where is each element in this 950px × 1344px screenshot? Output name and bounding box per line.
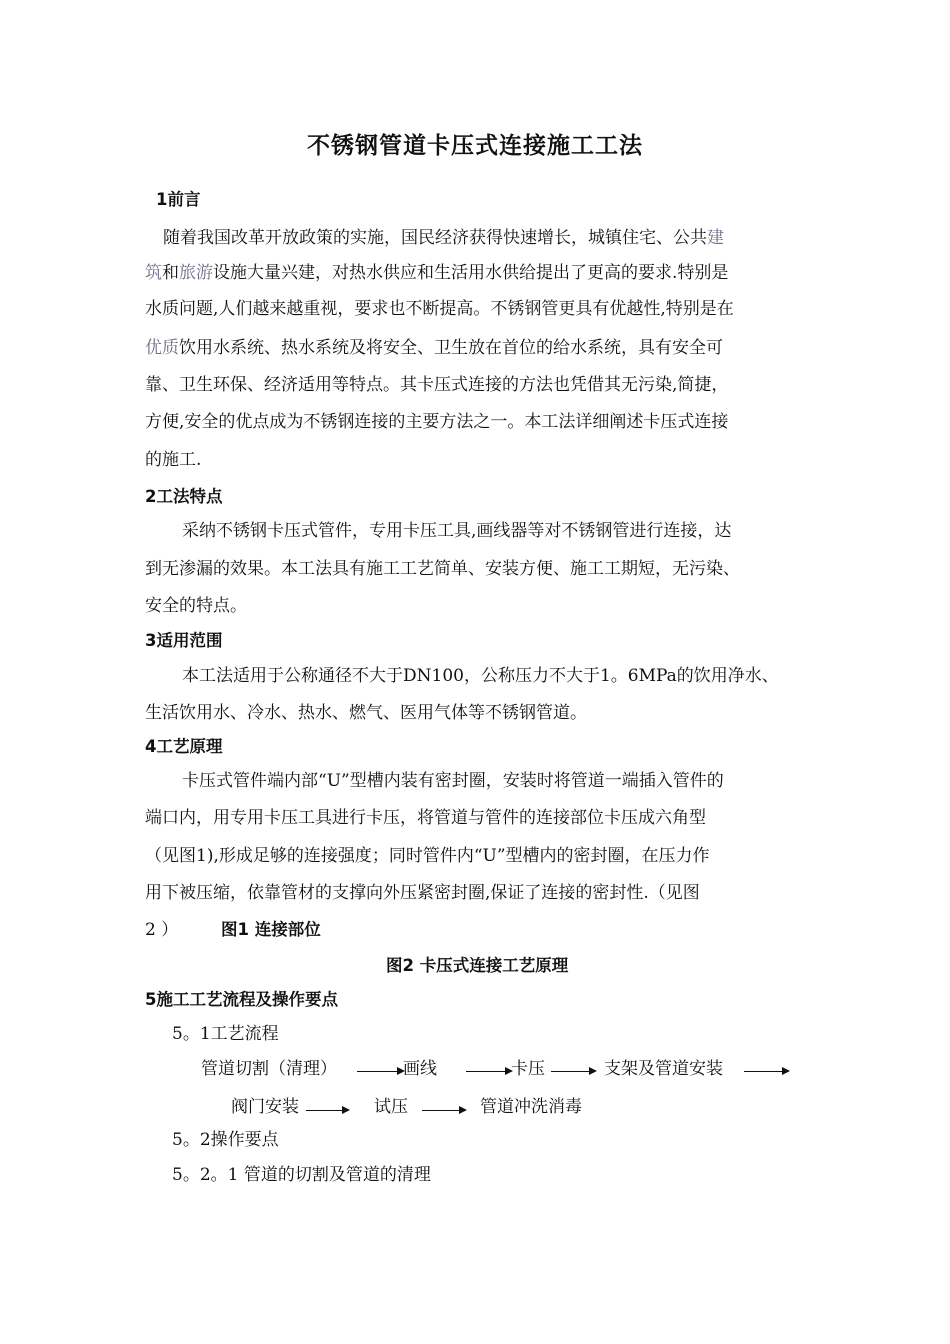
sec2-line-3: 安全的特点。 [145, 596, 247, 616]
sec2-line-1: 采纳不锈钢卡压式管件，专用卡压工具,画线器等对不锈钢管进行连接，达 [182, 521, 732, 541]
link-text[interactable]: 筑 [145, 263, 162, 283]
flow-step: 管道冲洗消毒 [480, 1097, 582, 1117]
sec3-line-2: 生活饮用水、冷水、热水、燃气、医用气体等不锈钢管道。 [145, 703, 587, 723]
sec1-line-1: 随着我国改革开放政策的实施，国民经济获得快速增长，城镇住宅、公共建 [163, 228, 724, 248]
sec4-line-5: 2 ） [145, 920, 179, 940]
figure-1-caption: 图1 连接部位 [221, 920, 321, 939]
sec4-line-4: 用下被压缩，依靠管材的支撑向外压紧密封圈,保证了连接的密封性.（见图 [145, 883, 700, 903]
arrow-icon [744, 1071, 788, 1072]
subsection-5-1: 5。1工艺流程 [172, 1024, 279, 1044]
arrow-icon [306, 1110, 348, 1111]
arrow-icon [357, 1071, 403, 1072]
flow-step: 卡压 [511, 1059, 545, 1079]
flow-step: 支架及管道安装 [604, 1059, 723, 1079]
sec4-line-1: 卡压式管件端内部“U”型槽内装有密封圈，安装时将管道一端插入管件的 [182, 771, 724, 791]
figure-2-caption: 图2 卡压式连接工艺原理 [386, 956, 569, 975]
section-5-heading: 5施工工艺流程及操作要点 [145, 990, 338, 1009]
arrow-icon [466, 1071, 511, 1072]
section-2-heading: 2工法特点 [145, 487, 223, 506]
flow-step: 试压 [374, 1097, 408, 1117]
sec4-line-2: 端口内，用专用卡压工具进行卡压，将管道与管件的连接部位卡压成六角型 [145, 808, 706, 828]
flow-step: 阀门安装 [231, 1097, 299, 1117]
section-1-heading: 1前言 [156, 190, 201, 209]
section-4-heading: 4工艺原理 [145, 737, 223, 756]
sec3-line-1: 本工法适用于公称通径不大于DN100，公称压力不大于1。6MPa的饮用净水、 [182, 666, 779, 686]
arrow-icon [422, 1110, 465, 1111]
sec4-line-3: （见图1),形成足够的连接强度；同时管件内“U”型槽内的密封圈，在压力作 [145, 846, 710, 866]
sec1-line-6: 方便,安全的优点成为不锈钢连接的主要方法之一。本工法详细阐述卡压式连接 [145, 412, 729, 432]
section-3-heading: 3适用范围 [145, 631, 223, 650]
sec1-line-5: 靠、卫生环保、经济适用等特点。其卡压式连接的方法也凭借其无污染,简捷， [145, 375, 729, 395]
flow-step: 画线 [403, 1059, 437, 1079]
page-title: 不锈钢管道卡压式连接施工工法 [307, 133, 643, 159]
flow-step: 管道切割（清理） [201, 1059, 337, 1079]
arrow-icon [551, 1071, 595, 1072]
subsection-5-2: 5。2操作要点 [172, 1130, 279, 1150]
sec1-line-2: 筑和旅游设施大量兴建，对热水供应和生活用水供给提出了更高的要求.特别是 [145, 263, 729, 283]
link-text[interactable]: 建 [707, 228, 724, 248]
sec1-line-4: 优质饮用水系统、热水系统及将安全、卫生放在首位的给水系统，具有安全可 [145, 338, 723, 358]
sec1-line-3: 水质问题,人们越来越重视，要求也不断提高。不锈钢管更具有优越性,特别是在 [145, 299, 734, 319]
link-text[interactable]: 优质 [145, 338, 179, 358]
subsection-5-2-1: 5。2。1 管道的切割及管道的清理 [172, 1165, 431, 1185]
link-text[interactable]: 旅游 [179, 263, 213, 283]
sec1-line-7: 的施工. [145, 450, 202, 470]
sec2-line-2: 到无渗漏的效果。本工法具有施工工艺简单、安装方便、施工工期短，无污染、 [145, 559, 740, 579]
